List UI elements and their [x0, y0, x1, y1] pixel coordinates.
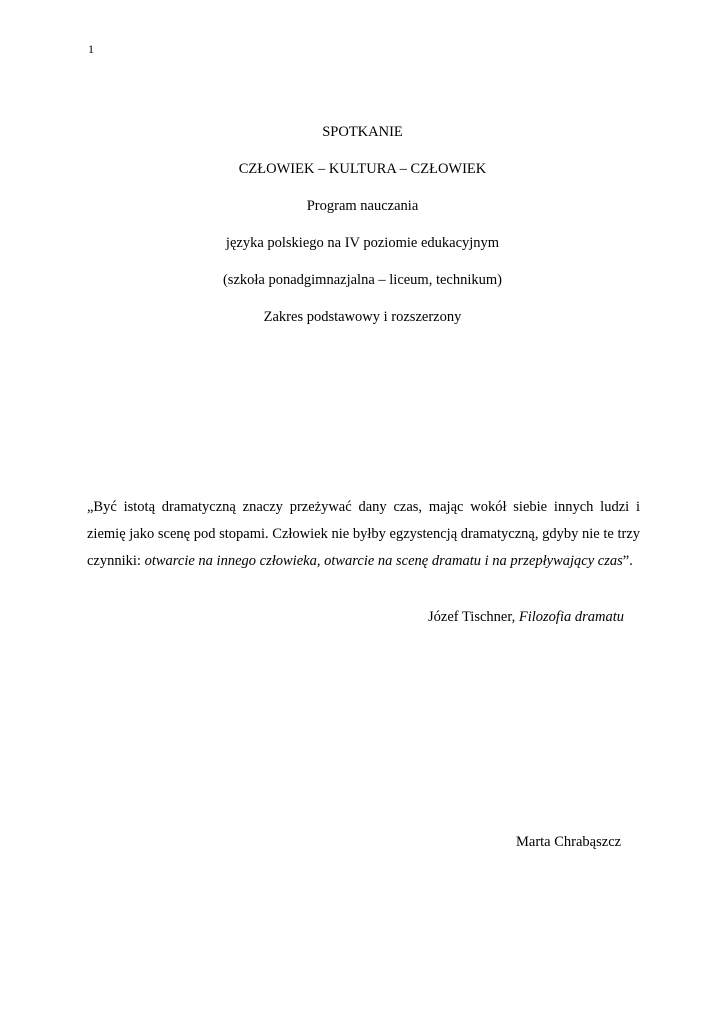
program-subject: języka polskiego na IV poziomie edukacyjnym [225, 235, 500, 251]
epigraph-separator: , [316, 553, 325, 569]
epigraph-text-start: „Być istotą dramatyczną znaczy przeżywać dany czas, mając wokół siebie innych ludzi i ziemię jako scenę pod stopami. Człowiek nie byłby egzystencją dramatyczną, gdyby nie te trzy czynniki: [87, 499, 640, 569]
epigraph-attribution [428, 609, 624, 626]
scope: Zakres podstawowy i rozszerzony [263, 309, 462, 325]
epigraph-quote [87, 494, 640, 575]
title-subtitle: CZŁOWIEK – KULTURA – CZŁOWIEK [238, 161, 487, 177]
document-author: Marta Chrabąszcz [516, 834, 622, 850]
program-label: Program nauczania [306, 198, 419, 214]
attribution-author: Józef Tischner, [428, 609, 519, 625]
attribution-work: Filozofia dramatu [518, 609, 624, 625]
epigraph-text-end: ”. [622, 553, 633, 569]
epigraph-italic-1: otwarcie na innego człowieka [144, 553, 317, 569]
school-type: (szkoła ponadgimnazjalna – liceum, technikum) [222, 272, 503, 288]
title-block [0, 122, 725, 327]
title-main: SPOTKANIE [322, 124, 403, 140]
page-number: 1 [88, 42, 94, 56]
epigraph-italic-2: otwarcie na scenę dramatu i na przepływający czas [324, 553, 623, 569]
